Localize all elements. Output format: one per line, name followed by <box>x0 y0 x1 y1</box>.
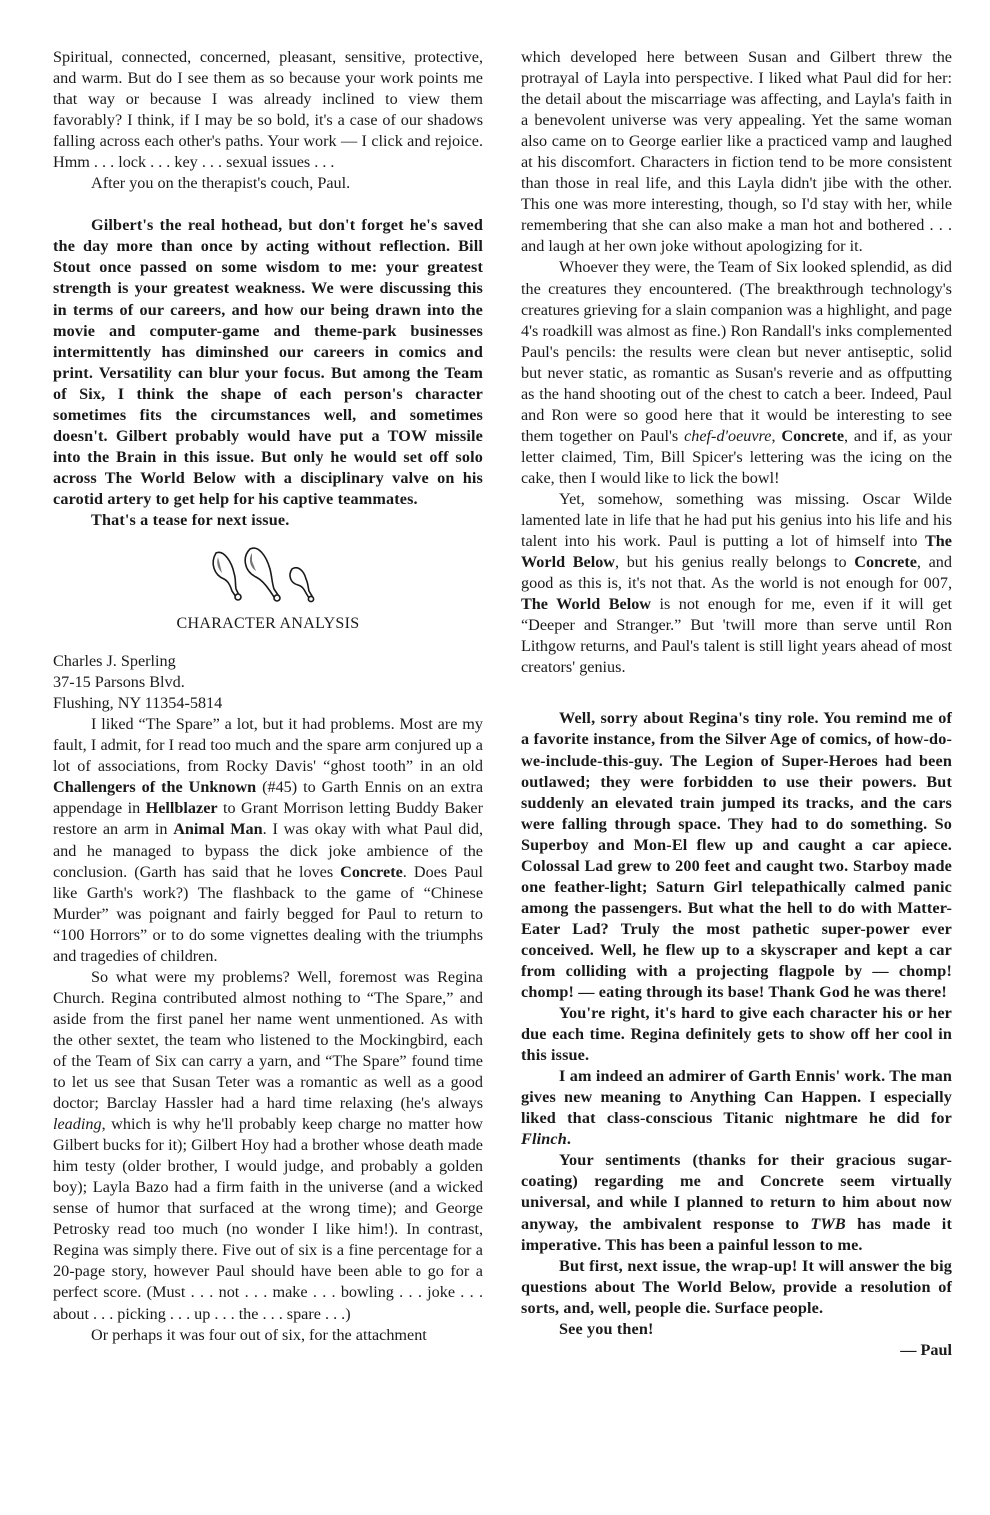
letter-paragraph: So what were my problems? Well, foremost was Regina Church. Regina contributed almost nothing to “The Spare,” and aside from the first panel her name went unmentioned. As with the other sextet, the team who listened to the Mockingbird, each of the Team of Six can carry a yarn, and “The Spare” found time to let us see that Susan Teter was a romantic as well as a good doctor; Barclay Hassler had a hard time relaxing (he's always leading, which is why he'll probably keep charge no matter how Gilbert bucks for it); Gilbert Hoy had a brother whose death made him testy (older brother, I would judge, and probably a golden boy); Layla Bazo had a firm faith in the universe (and a wicked sense of humor that surfaced at the wrong time); and George Petrosky read too much (no wonder I like him!). In contrast, Regina was simply there. Five out of six is a fine percentage for a 20-page story, however Paul should have been able to go for a perfect score. (Must . . . not . . . make . . . bowling . . . joke . . . about . . . picking . . . up . . . the . . . spare . . .) <box>53 967 483 1323</box>
editor-reply: That's a tease for next issue. <box>91 510 290 529</box>
letter-paragraph: Spiritual, connected, concerned, pleasant, sensitive, protective, and warm. But do I see them as so because your work points me that way or because I was already inclined to view them favorably? I think, if I may be so bold, it's a case of our shadows falling across each other's paths. Your work — I click and rejoice. Hmm . . . lock . . . key . . . sexual issues . . . <box>53 48 483 172</box>
editor-reply: Gilbert's the real hothead, but don't forget he's saved the day more than once by acting without reflection. Bill Stout once passed on some wisdom to me: your greatest strength is your greatest weakness. We were discussing this in terms of our careers, and how our being drawn into the movie and computer-game and theme-park businesses intermittently has diminshed our careers in comics and print. Versatility can blur your focus. But among the Team of Six, I think the shape of each person's character sometimes fits the circumstances well, and sometimes doesn't. Gilbert probably would have put a TOW missile into the Brain in this issue. But only he would set off solo across The World Below with a disciplinary valve on his carotid artery to get help for his captive teammates. <box>53 216 483 508</box>
letter-paragraph: Yet, somehow, something was missing. Oscar Wilde lamented late in life that he had put his genius into his life and his talent into his work. Paul is putting a lot of himself into The World Below, but his genius really belongs to Concrete, and good as this is, it's not that. As the world is not enough for 007, The World Below is not enough for me, even if it will get “Deeper and Stranger.” But 'twill more than serve until Ron Lithgow returns, and Paul's talent is still light years ahead of most creators' genius. <box>521 489 952 677</box>
letter-writer-street: 37-15 Parsons Blvd. <box>53 673 185 692</box>
section-heading: CHARACTER ANALYSIS <box>176 615 360 633</box>
letter-paragraph: I liked “The Spare” a lot, but it had problems. Most are my fault, I admit, for I read too much and the spare arm conjured up a lot of associations, from Rocky Davis' “ghost tooth” in an old Challengers of the Unknown (#45) to Garth Ennis on an extra appendage in Hellblazer to Grant Morrison letting Buddy Baker restore an arm in Animal Man. I was okay with what Paul did, and he managed to bypass the dick joke ambience of the conclusion. (Garth has said that he loves Concrete. Does Paul like Garth's work?) The flashback to the game of “Chinese Murder” was poignant and fairly begged for Paul to return to “100 Horrors” or to do some vignettes dealing with the triumphs and tragedies of children. <box>53 715 484 965</box>
three-drumstick-ornament-icon <box>208 545 328 607</box>
letter-paragraph: Whoever they were, the Team of Six looked splendid, as did the creatures they encountered. (The breakthrough technology's creatures grieving for a slain companion was a highlight, and page 4's roadkill was almost as fine.) Ron Randall's inks complemented Paul's pencils: the results were clean but never antiseptic, solid but never static, as romantic as Susan's reverie and as offputting as the hand shooting out of the chest to catch a beer. Indeed, Paul and Ron were so good here that it would be interesting to see them together on Paul's chef-d'oeuvre, Concrete, and if, as your letter claimed, Tim, Bill Spicer's lettering was the icing on the cake, then I would like to lick the bowl! <box>521 258 953 487</box>
letter-writer-name: Charles J. Sperling <box>53 652 176 671</box>
letter-paragraph: Or perhaps it was four out of six, for the attachment <box>91 1325 427 1344</box>
right-column <box>521 47 952 1361</box>
editor-reply: You're right, it's hard to give each character his or her due each time. Regina definitely gets to show off her cool in this issue. <box>521 1004 952 1065</box>
letter-paragraph: After you on the therapist's couch, Paul. <box>91 174 351 193</box>
signature: — Paul <box>900 1340 952 1359</box>
editor-reply: Well, sorry about Regina's tiny role. You remind me of a favorite instance, from the Silver Age of comics, of how-do-we-include-this-guy. The Legion of Super-Heroes had been outlawed; they were forbidden to use their powers. But suddenly an elevated train jumped its tracks, and the cars were falling through space. They had to do something. So Superboy and Mon-El flew up and caught a car apiece. Colossal Lad grew to 200 feet and caught two. Starboy made one feather-light; Saturn Girl telepathically calmed panic among the passengers. But what the hell to do with Matter-Eater Lad? Truly the most pathetic super-power ever conceived. Well, he flew up to a skyscraper and kept a car from colliding with a projecting flagpole by — chomp! chomp! — eating through its base! Thank God he was there! <box>521 709 952 1002</box>
editor-reply: Your sentiments (thanks for their gracious sugar-coating) regarding me and Concrete seem virtually universal, and while I planned to return to him about now anyway, the ambivalent response to TWB has made it imperative. This has been a painful lesson to me. <box>521 1151 952 1254</box>
letter-paragraph: which developed here between Susan and Gilbert threw the protrayal of Layla into perspective. I liked what Paul did for her: the detail about the miscarriage was affecting, and Layla's faith in a benevolent universe was very appealing. Yet the same woman also came on to George earlier like a practiced vamp and laughed at his discomfort. Characters in fiction tend to be more consistent than those in real life, and this Layla didn't jibe with the other. This one was more interesting, though, so I'd stay with her, while remembering that she can also make a man hot and bothered . . . and laugh at her own joke without apologizing for it. <box>521 48 952 256</box>
letter-writer-city: Flushing, NY 11354-5814 <box>53 694 223 713</box>
editor-reply: But first, next issue, the wrap-up! It will answer the big questions about The World Below, provide a resolution of sorts, and, well, people die. Surface people. <box>521 1256 952 1317</box>
editor-reply: I am indeed an admirer of Garth Ennis' work. The man gives new meaning to Anything Can Happen. I especially liked that class-conscious Titanic nightmare he did for Flinch. <box>521 1067 952 1149</box>
editor-reply: See you then! <box>559 1319 654 1338</box>
left-column <box>53 47 483 1346</box>
